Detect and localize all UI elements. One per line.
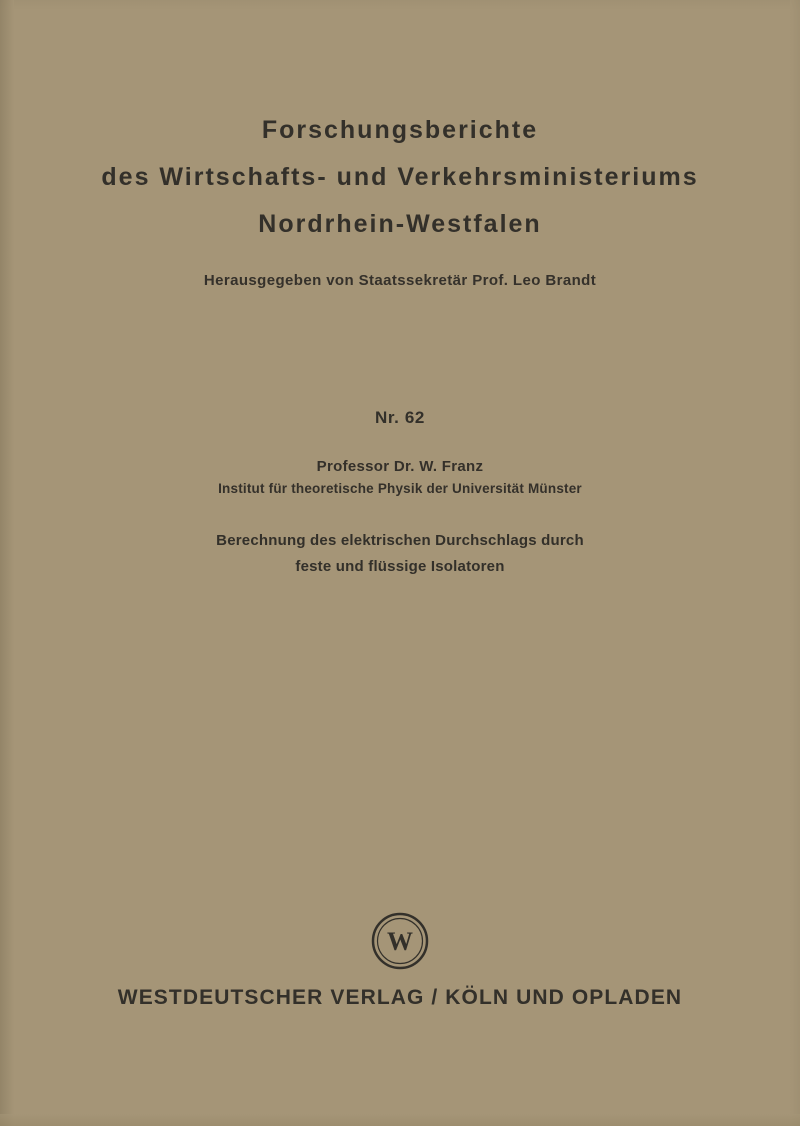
author-name: Professor Dr. W. Franz [316, 458, 484, 475]
svg-text:W: W [387, 927, 413, 956]
title-line-2: feste und flüssige Isolatoren [295, 558, 505, 576]
series-line-1: Forschungsberichte [261, 116, 539, 144]
author-block [0, 458, 800, 496]
series-heading [0, 118, 800, 237]
page-edge-bottom [0, 1114, 800, 1126]
issue-number: Nr. 62 [375, 408, 425, 427]
series-line-2: des Wirtschafts- und Verkehrsministeriums [101, 163, 699, 191]
page-edge-top [0, 0, 800, 10]
series-line-3: Nordrhein-Westfalen [258, 210, 542, 238]
author-affiliation: Institut für theoretische Physik der Universität Münster [218, 481, 582, 496]
page-title [0, 528, 800, 581]
title-line-1: Berechnung des elektrischen Durchschlags durch [216, 532, 584, 549]
editor-line: Herausgegeben von Staatssekretär Prof. Leo Brandt [203, 272, 597, 289]
publisher-line: WESTDEUTSCHER VERLAG / KÖLN UND OPLADEN [117, 986, 683, 1009]
westdeutscher-verlag-logo-icon [371, 912, 429, 970]
